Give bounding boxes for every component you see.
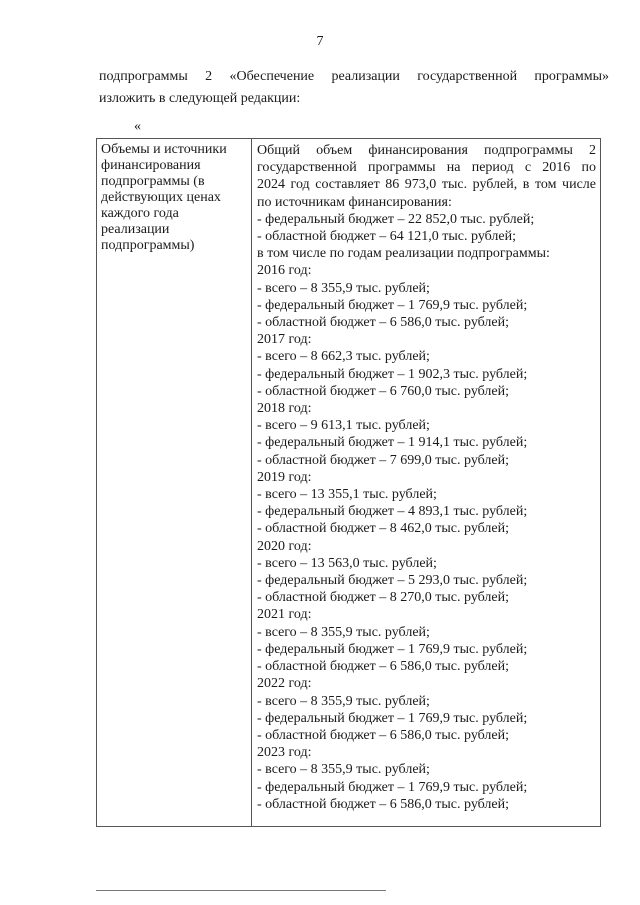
details-line: в том числе по годам реализации подпрограммы: bbox=[257, 246, 550, 262]
details-line: государственной программы на период с 2016 по bbox=[257, 160, 596, 176]
intro-line: подпрограммы 2 «Обеспечение реализации государственной программы» bbox=[99, 69, 609, 84]
details-line: - всего – 8 662,3 тыс. рублей; bbox=[257, 349, 430, 365]
details-line: - федеральный бюджет – 1 769,9 тыс. рублей; bbox=[257, 641, 528, 657]
year-heading: 2017 год: bbox=[257, 332, 312, 348]
details-line: - областной бюджет – 6 586,0 тыс. рублей; bbox=[257, 315, 509, 331]
funding-table bbox=[96, 138, 601, 827]
details-line: - областной бюджет – 6 760,0 тыс. рублей; bbox=[257, 383, 509, 399]
label-line: каждого года bbox=[101, 206, 179, 221]
year-heading: 2023 год: bbox=[257, 745, 312, 761]
funding-label-cell bbox=[97, 139, 252, 826]
label-line: подпрограммы) bbox=[101, 238, 195, 253]
details-line: - федеральный бюджет – 4 893,1 тыс. рублей; bbox=[257, 504, 528, 520]
year-heading: 2021 год: bbox=[257, 607, 312, 623]
details-line: - областной бюджет – 64 121,0 тыс. рублей; bbox=[257, 229, 516, 245]
details-line: - федеральный бюджет – 1 914,1 тыс. рублей; bbox=[257, 435, 528, 451]
details-line: - всего – 8 355,9 тыс. рублей; bbox=[257, 693, 430, 709]
details-line: - всего – 8 355,9 тыс. рублей; bbox=[257, 762, 430, 778]
details-line: - всего – 8 355,9 тыс. рублей; bbox=[257, 280, 430, 296]
year-heading: 2019 год: bbox=[257, 469, 312, 485]
year-heading: 2016 год: bbox=[257, 263, 312, 279]
details-line: 2024 год составляет 86 973,0 тыс. рублей, в том числе bbox=[257, 177, 596, 193]
open-quote: « bbox=[134, 119, 141, 134]
details-line: - федеральный бюджет – 22 852,0 тыс. рублей; bbox=[257, 211, 535, 227]
details-line: - федеральный бюджет – 5 293,0 тыс. рублей; bbox=[257, 573, 528, 589]
details-line: - федеральный бюджет – 1 769,9 тыс. рублей; bbox=[257, 297, 528, 313]
details-line: - федеральный бюджет – 1 902,3 тыс. рублей; bbox=[257, 366, 528, 382]
funding-details-cell bbox=[252, 139, 600, 826]
year-heading: 2020 год: bbox=[257, 538, 312, 554]
label-line: подпрограммы (в bbox=[101, 174, 205, 189]
details-line: - областной бюджет – 8 462,0 тыс. рублей; bbox=[257, 521, 509, 537]
intro-line: изложить в следующей редакции: bbox=[99, 91, 301, 106]
details-line: - всего – 8 355,9 тыс. рублей; bbox=[257, 624, 430, 640]
details-line: - областной бюджет – 8 270,0 тыс. рублей; bbox=[257, 590, 509, 606]
page-number: 7 bbox=[316, 34, 324, 49]
details-line: - всего – 13 563,0 тыс. рублей; bbox=[257, 555, 437, 571]
details-line: - областной бюджет – 7 699,0 тыс. рублей; bbox=[257, 452, 509, 468]
details-line: - федеральный бюджет – 1 769,9 тыс. рублей; bbox=[257, 710, 528, 726]
year-heading: 2018 год: bbox=[257, 401, 312, 417]
details-line: - всего – 9 613,1 тыс. рублей; bbox=[257, 418, 430, 434]
details-line: - всего – 13 355,1 тыс. рублей; bbox=[257, 487, 437, 503]
label-line: действующих ценах bbox=[101, 190, 221, 205]
footnote-divider bbox=[96, 890, 386, 891]
details-line: Общий объем финансирования подпрограммы 2 bbox=[257, 143, 596, 158]
label-line: финансирования bbox=[101, 158, 201, 173]
label-line: реализации bbox=[101, 222, 170, 237]
details-line: - федеральный бюджет – 1 769,9 тыс. рублей; bbox=[257, 779, 528, 795]
label-line: Объемы и источники bbox=[101, 142, 227, 157]
year-heading: 2022 год: bbox=[257, 676, 312, 692]
details-line: - областной бюджет – 6 586,0 тыс. рублей; bbox=[257, 727, 509, 743]
details-line: по источникам финансирования: bbox=[257, 194, 452, 210]
details-line: - областной бюджет – 6 586,0 тыс. рублей; bbox=[257, 796, 509, 812]
details-line: - областной бюджет – 6 586,0 тыс. рублей; bbox=[257, 659, 509, 675]
intro-paragraph bbox=[99, 66, 609, 110]
